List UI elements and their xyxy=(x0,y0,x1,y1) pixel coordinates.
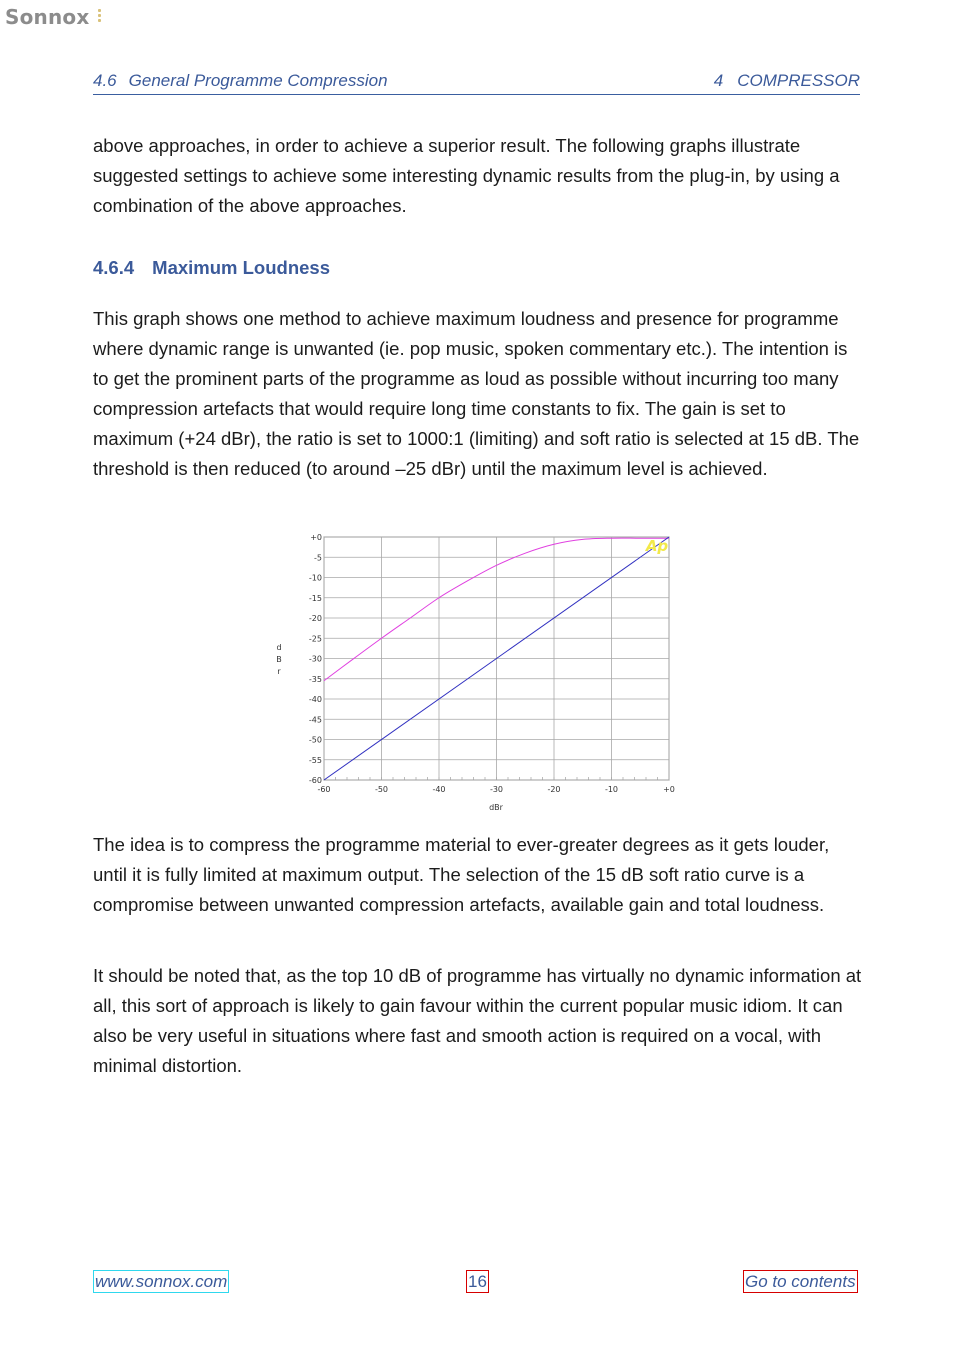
y-tick-label: -15 xyxy=(308,593,322,603)
page-number-link[interactable]: 16 xyxy=(468,1272,487,1291)
y-tick-label: -30 xyxy=(308,654,322,664)
section-heading xyxy=(93,257,330,279)
intro-paragraph: above approaches, in order to achieve a superior result. The following graphs illustrate suggested settings to achieve some interesting dynamic results from the plug-in, by using a combination of the above approaches. xyxy=(93,135,840,216)
x-tick-label: +0 xyxy=(663,785,675,794)
website-link[interactable]: www.sonnox.com xyxy=(95,1272,228,1291)
y-tick-label: -25 xyxy=(308,634,322,644)
compression-curve-chart xyxy=(262,527,682,817)
ap-watermark: Ap xyxy=(645,537,669,555)
y-tick-label: -45 xyxy=(308,715,322,725)
y-axis-label-letter: B xyxy=(276,655,282,664)
x-axis-label: dBr xyxy=(489,803,503,812)
x-tick-label: -20 xyxy=(547,785,561,794)
header-section xyxy=(93,71,388,91)
header-chapter-title: COMPRESSOR xyxy=(737,71,860,90)
header-chapter xyxy=(714,71,860,91)
y-axis-label xyxy=(276,643,282,676)
paragraph-top-10db-note: It should be noted that, as the top 10 dB of programme has virtually no dynamic information at all, this sort of approach is likely to gain favour within the current popular music idiom. It can also be very useful in situations where fast and smooth action is required on a vocal, with minimal distortion. xyxy=(93,965,862,1076)
y-tick-label: -55 xyxy=(308,755,322,765)
paragraph-compress-idea: The idea is to compress the programme material to ever-greater degrees as it gets louder, until it is fully limited at maximum output. The selection of the 15 dB soft ratio curve is a compromise between unwanted compression artefacts, available gain and total loudness. xyxy=(93,834,830,915)
running-header xyxy=(93,70,860,95)
header-section-title: General Programme Compression xyxy=(128,71,388,90)
y-tick-label: -60 xyxy=(308,776,322,785)
x-tick-label: -30 xyxy=(489,785,504,794)
header-chapter-number: 4 xyxy=(713,71,724,90)
y-axis-label-letter: r xyxy=(277,667,281,676)
chart-svg xyxy=(262,527,682,817)
y-tick-label: -20 xyxy=(308,614,322,623)
go-to-contents-link[interactable]: Go to contents xyxy=(745,1272,856,1291)
y-axis-label-letter: d xyxy=(276,643,282,652)
section-heading-title: Maximum Loudness xyxy=(152,257,330,278)
x-tick-labels xyxy=(317,785,674,794)
y-tick-label: -50 xyxy=(308,735,322,745)
y-tick-label: -5 xyxy=(314,553,322,563)
x-tick-label: -40 xyxy=(432,785,446,794)
x-tick-label: -50 xyxy=(374,785,389,794)
x-tick-label: -60 xyxy=(317,785,331,794)
header-section-number: 4.6 xyxy=(93,71,117,90)
logo-dots-icon xyxy=(98,9,101,24)
y-tick-label: +0 xyxy=(310,533,322,542)
sonnox-logo: Sonnox xyxy=(5,5,90,29)
y-tick-labels xyxy=(309,533,322,785)
y-tick-label: -40 xyxy=(308,695,322,704)
y-tick-label: -10 xyxy=(308,573,322,583)
y-tick-label: -35 xyxy=(308,674,322,684)
paragraph-loudness-method: This graph shows one method to achieve maximum loudness and presence for programme where dynamic range is unwanted (ie. pop music, spoken commentary etc.). The intention is to get the prominent parts of the programme as loud as possible without incurring too many compression artefacts that would require long time constants to fix. The gain is set to maximum (+24 dBr), the ratio is set to 1000:1 (limiting) and soft ratio is selected at 15 dB. The threshold is then reduced (to around –25 dBr) until the maximum level is achieved. xyxy=(93,308,860,479)
x-tick-label: -10 xyxy=(604,785,619,794)
section-heading-number: 4.6.4 xyxy=(93,257,135,278)
